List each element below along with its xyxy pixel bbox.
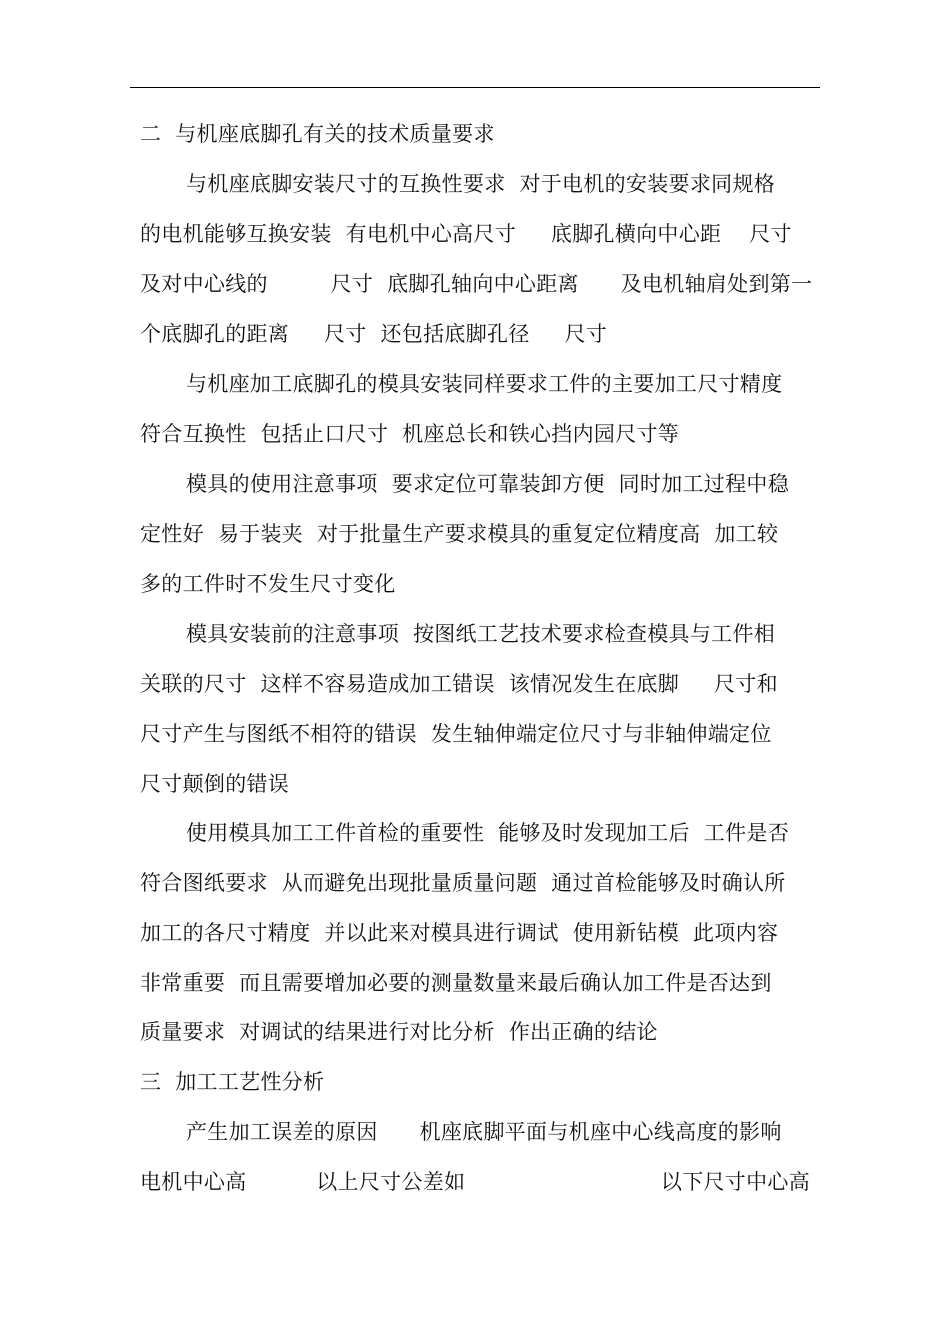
paragraph-line-right-segment: 以下尺寸中心高 bbox=[660, 1170, 810, 1194]
paragraph-line: 定性好 易于装夹 对于批量生产要求模具的重复定位精度高 加工较 bbox=[140, 522, 779, 546]
paragraph-line: 多的工件时不发生尺寸变化 bbox=[140, 572, 396, 596]
paragraph-line: 与机座底脚安装尺寸的互换性要求 对于电机的安装要求同规格 bbox=[186, 172, 776, 196]
paragraph-line: 个底脚孔的距离 尺寸 还包括底脚孔径 尺寸 bbox=[140, 322, 608, 346]
paragraph-line: 产生加工误差的原因 机座底脚平面与机座中心线高度的影响 bbox=[186, 1120, 782, 1144]
paragraph-line: 模具安装前的注意事项 按图纸工艺技术要求检查模具与工件相 bbox=[186, 622, 776, 646]
paragraph-line: 尺寸颠倒的错误 bbox=[140, 772, 290, 796]
paragraph-line: 使用模具加工工件首检的重要性 能够及时发现加工后 工件是否 bbox=[186, 821, 789, 845]
section-heading-3: 三 加工工艺性分析 bbox=[140, 1070, 325, 1094]
paragraph-line: 与机座加工底脚孔的模具安装同样要求工件的主要加工尺寸精度 bbox=[186, 372, 783, 396]
paragraph-line: 模具的使用注意事项 要求定位可靠装卸方便 同时加工过程中稳 bbox=[186, 472, 789, 496]
paragraph-line: 符合互换性 包括止口尺寸 机座总长和铁心挡内园尺寸等 bbox=[140, 422, 680, 446]
section-heading-2: 二 与机座底脚孔有关的技术质量要求 bbox=[140, 122, 495, 146]
paragraph-line: 及对中心线的 尺寸 底脚孔轴向中心距离 及电机轴肩处到第一 bbox=[140, 272, 813, 296]
paragraph-line: 关联的尺寸 这样不容易造成加工错误 该情况发生在底脚 尺寸和 bbox=[140, 672, 778, 696]
paragraph-line: 符合图纸要求 从而避免出现批量质量问题 通过首检能够及时确认所 bbox=[140, 871, 786, 895]
header-rule bbox=[130, 87, 820, 88]
paragraph-line: 加工的各尺寸精度 并以此来对模具进行调试 使用新钻模 此项内容 bbox=[140, 921, 779, 945]
paragraph-line: 尺寸产生与图纸不相符的错误 发生轴伸端定位尺寸与非轴伸端定位 bbox=[140, 722, 772, 746]
paragraph-line: 质量要求 对调试的结果进行对比分析 作出正确的结论 bbox=[140, 1020, 658, 1044]
paragraph-line: 非常重要 而且需要增加必要的测量数量来最后确认加工件是否达到 bbox=[140, 971, 772, 995]
paragraph-line: 电机中心高 以上尺寸公差如 bbox=[140, 1170, 466, 1194]
paragraph-line: 的电机能够互换安装 有电机中心高尺寸 底脚孔横向中心距 尺寸 bbox=[140, 222, 792, 246]
